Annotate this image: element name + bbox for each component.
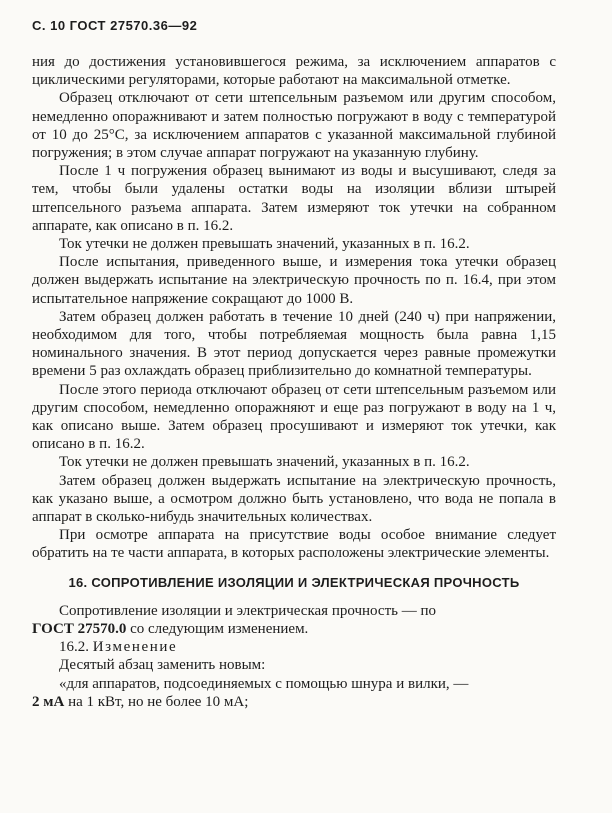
subsection-label: Изменение (92, 639, 178, 656)
paragraph-continuation: ния до достижения установившегося режима, за исключением аппаратов с циклическими регуляторами, которые работают на максимальной отметке. (32, 54, 556, 89)
paragraph-leakage-limit: Ток утечки не должен превышать значений, указанных в п. 16.2. (59, 236, 470, 253)
paragraph-operation: Затем образец должен работать в течение 10 дней (240 ч) при напряжении, необходимом для того, чтобы потребляемая мощность была равна 1,15 номинального значения. В этот период допускается через равные промежутки времени 5 раз охлаждать образец приблизительно до комнатной температуры. (32, 308, 556, 380)
quote-value: 2 мА (32, 693, 65, 710)
quote-line-1: «для аппаратов, подсоединяемых с помощью шнура и вилки, — (59, 675, 469, 692)
subsection-number: 16.2. (59, 639, 93, 656)
quoted-amendment (32, 675, 556, 711)
paragraph-leakage-limit-2: Ток утечки не должен превышать значений, указанных в п. 16.2. (59, 454, 470, 471)
paragraph-after-immersion: После 1 ч погружения образец вынимают из воды и высушивают, следя за тем, чтобы были удалены остатки воды на изоляции вблизи штырей штепсельного разъема аппарата. Затем измеряют ток утечки на собранном аппарате, как описано в п. 16.2. (32, 163, 556, 234)
section-intro-suffix: со следующим изменением. (126, 620, 309, 637)
section-intro-prefix: Сопротивление изоляции и электрическая прочность — по (59, 602, 436, 619)
section-intro (32, 602, 556, 638)
paragraph-disconnect: Образец отключают от сети штепсельным разъемом или другим способом, немедленно опоражнивают и затем полностью погружают в воду с температурой от 10 до 25°С, за исключением аппаратов с указанной максимальной глубиной погружения; в этом случае аппарат погружают на указанную глубину. (32, 90, 556, 162)
paragraph-inspection: Затем образец должен выдержать испытание на электрическую прочность, как указано выше, а осмотром должно быть установлено, что вода не попала в аппарат в сколько-нибудь значительных количествах. (32, 472, 556, 526)
paragraph-second-immersion: После этого периода отключают образец от сети штепсельным разъемом или другим способом, немедленно опоражняют и еще раз погружают в воду на 1 ч, как описано выше. Затем образец просушивают и измеряют ток утечки, как описано в п. 16.2. (32, 381, 556, 453)
subsection-heading (32, 638, 556, 656)
paragraph-electric-strength: После испытания, приведенного выше, и измерения тока утечки образец должен выдержать испытание на электрическую прочность по п. 16.4, при этом испытательное напряжение сокращают до 1000 В. (32, 254, 556, 307)
page-header: С. 10 ГОСТ 27570.36—92 (32, 18, 198, 33)
standard-reference: ГОСТ 27570.0 (32, 620, 127, 637)
quote-line-2: на 1 кВт, но не более 10 мА; (64, 693, 249, 710)
section-title: 16. СОПРОТИВЛЕНИЕ ИЗОЛЯЦИИ И ЭЛЕКТРИЧЕСКАЯ ПРОЧНОСТЬ (68, 574, 520, 590)
document-page (32, 18, 556, 711)
instruction-text: Десятый абзац заменить новым: (59, 657, 266, 674)
paragraph-attention: При осмотре аппарата на присутствие воды особое внимание следует обратить на те части аппарата, в которых расположены электрические элементы. (32, 527, 556, 562)
